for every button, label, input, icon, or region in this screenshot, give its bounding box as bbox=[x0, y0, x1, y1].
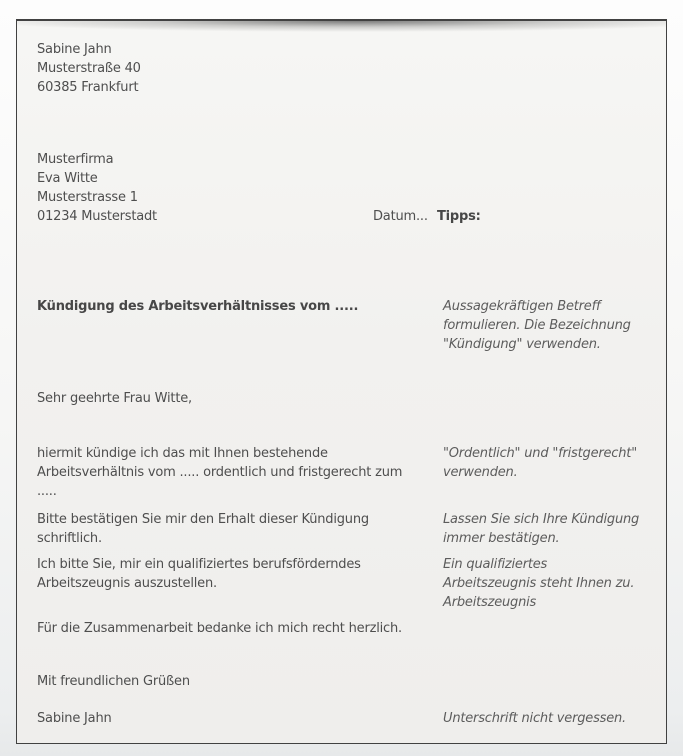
text-line: 01234 Musterstadt bbox=[37, 209, 157, 224]
body-paragraph-thanks bbox=[37, 619, 402, 638]
text-line: immer bestätigen. bbox=[443, 531, 560, 546]
text-line: Musterfirma bbox=[37, 152, 114, 167]
tip-signature-advice bbox=[443, 709, 626, 728]
text-line: Musterstraße 40 bbox=[37, 61, 141, 76]
date-placeholder: Datum... bbox=[373, 209, 428, 224]
text-line: Für die Zusammenarbeit bedanke ich mich recht herzlich. bbox=[37, 621, 402, 636]
text-line: Musterstrasse 1 bbox=[37, 190, 138, 205]
subject-line: Kündigung des Arbeitsverhältnisses vom ..... bbox=[37, 299, 359, 314]
closing-formula: Mit freundlichen Grüßen bbox=[37, 674, 190, 689]
text-line: schriftlich. bbox=[37, 531, 102, 546]
tip-reference-advice bbox=[443, 555, 634, 612]
text-line: Arbeitszeugnis steht Ihnen zu. bbox=[443, 576, 635, 591]
signature-name: Sabine Jahn bbox=[37, 711, 112, 726]
text-line: Ich bitte Sie, mir ein qualifiziertes berufsförderndes bbox=[37, 557, 361, 572]
tip-wording-advice bbox=[443, 444, 637, 482]
text-line: Arbeitsverhältnis vom ..... ordentlich und fristgerecht zum bbox=[37, 465, 403, 480]
letter-page bbox=[16, 19, 667, 744]
page-curl-shadow bbox=[17, 21, 666, 35]
text-line: "Kündigung" verwenden. bbox=[443, 337, 601, 352]
text-line: "Ordentlich" und "fristgerecht" bbox=[443, 446, 637, 461]
salutation: Sehr geehrte Frau Witte, bbox=[37, 391, 192, 406]
recipient-address bbox=[37, 150, 157, 226]
body-paragraph-confirmation bbox=[37, 510, 369, 548]
text-line: Ein qualifiziertes bbox=[443, 557, 548, 572]
body-paragraph-reference bbox=[37, 555, 361, 593]
tip-subject-advice bbox=[443, 297, 631, 354]
text-line: Arbeitszeugnis auszustellen. bbox=[37, 576, 217, 591]
text-line: Bitte bestätigen Sie mir den Erhalt dieser Kündigung bbox=[37, 512, 369, 527]
text-line: formulieren. Die Bezeichnung bbox=[443, 318, 631, 333]
tip-confirmation-advice bbox=[443, 510, 639, 548]
text-line: Aussagekräftigen Betreff bbox=[443, 299, 601, 314]
text-line: hiermit kündige ich das mit Ihnen bestehende bbox=[37, 446, 328, 461]
text-line: Eva Witte bbox=[37, 171, 98, 186]
text-line: ..... bbox=[37, 484, 57, 499]
text-line: Sabine Jahn bbox=[37, 42, 112, 57]
text-line: Unterschrift nicht vergessen. bbox=[443, 711, 626, 726]
body-paragraph-termination bbox=[37, 444, 402, 501]
sender-address bbox=[37, 40, 141, 97]
text-line: Lassen Sie sich Ihre Kündigung bbox=[443, 512, 640, 527]
tips-header: Tipps: bbox=[437, 209, 481, 224]
text-line: 60385 Frankfurt bbox=[37, 80, 139, 95]
text-line: Arbeitszeugnis bbox=[443, 595, 537, 610]
text-line: verwenden. bbox=[443, 465, 518, 480]
